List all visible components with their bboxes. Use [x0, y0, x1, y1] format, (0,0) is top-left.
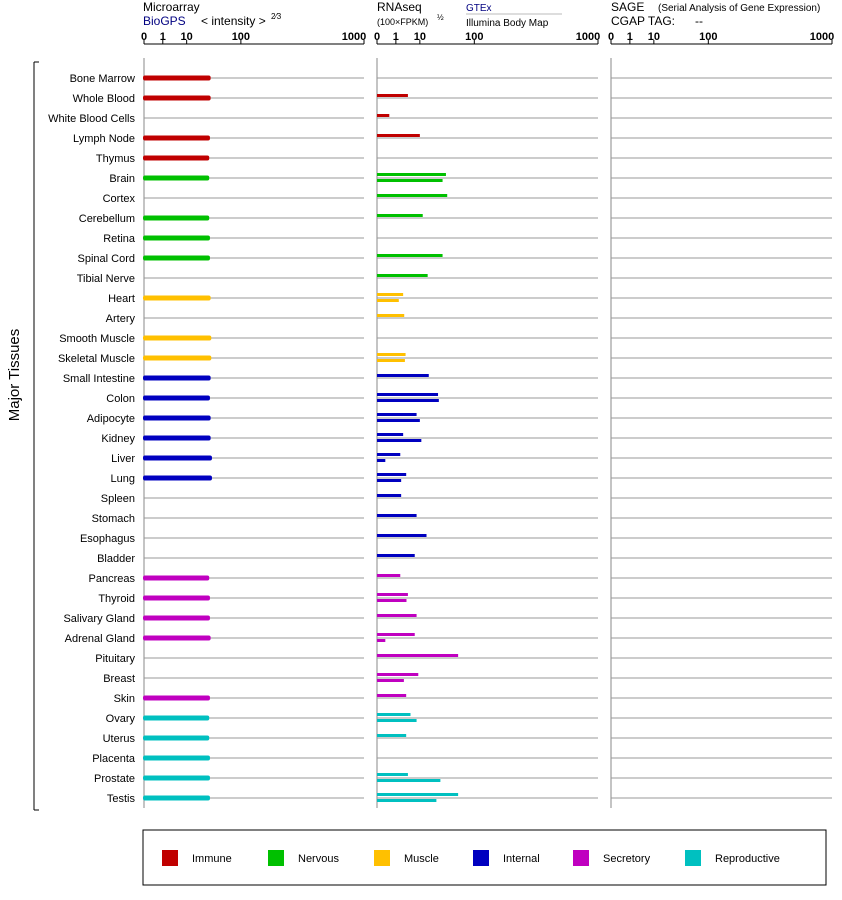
- microarray-scale-label: < intensity >: [201, 14, 266, 28]
- tissue-label: Prostate: [94, 773, 135, 785]
- rnaseq-bar: [377, 639, 385, 642]
- rnaseq-bar: [377, 773, 408, 776]
- microarray-bar: [143, 96, 211, 101]
- sage-tag-value: --: [695, 14, 703, 28]
- sage-tick-label: 100: [699, 31, 718, 43]
- rnaseq-bar: [377, 413, 417, 416]
- tissue-label: Heart: [108, 293, 135, 305]
- microarray-title: Microarray: [143, 0, 200, 14]
- rnaseq-bar: [377, 419, 420, 422]
- rnaseq-bar: [377, 439, 421, 442]
- tissue-label: Pancreas: [88, 573, 135, 585]
- tissue-label: Liver: [111, 453, 135, 465]
- rnaseq-bar: [377, 614, 417, 617]
- rnaseq-bar: [377, 554, 415, 557]
- sage-tick-label: 1: [626, 31, 633, 43]
- expression-bars: [143, 76, 458, 803]
- sage-tag-label: CGAP TAG:: [611, 14, 676, 28]
- rnaseq-title: RNAseq: [377, 0, 422, 14]
- tissue-label: Testis: [106, 793, 135, 805]
- rnaseq-bar: [377, 433, 403, 436]
- rnaseq-bar: [377, 399, 439, 402]
- tissue-label: Salivary Gland: [63, 613, 135, 625]
- microarray-bar: [143, 456, 212, 461]
- rnaseq-bar: [377, 779, 440, 782]
- rnaseq-bar: [377, 654, 458, 657]
- row-gridlines: [144, 78, 832, 798]
- microarray-bar: [143, 436, 211, 441]
- rnaseq-bar: [377, 114, 389, 117]
- tissue-label: Placenta: [92, 753, 135, 765]
- tissue-label: Small Intestine: [62, 373, 135, 385]
- tissue-label: Thymus: [95, 153, 135, 165]
- tissue-label: Adrenal Gland: [64, 633, 135, 645]
- legend-label: Immune: [192, 853, 232, 865]
- microarray-bar: [143, 336, 211, 341]
- rnaseq-bar: [377, 593, 408, 596]
- tissue-label: Colon: [106, 393, 135, 405]
- rnaseq-bar: [377, 574, 400, 577]
- microarray-bar: [143, 176, 209, 181]
- rnaseq-source-bodymap: Illumina Body Map: [466, 18, 549, 29]
- microarray-bar: [143, 236, 210, 241]
- rnaseq-tick-label: 100: [465, 31, 484, 43]
- tissue-label: Thyroid: [98, 593, 135, 605]
- tissue-label: Smooth Muscle: [59, 333, 135, 345]
- rnaseq-bar: [377, 793, 458, 796]
- tissue-label: Stomach: [91, 513, 135, 525]
- microarray-bar: [143, 356, 211, 361]
- rnaseq-bar: [377, 633, 415, 636]
- legend-label: Reproductive: [715, 853, 780, 865]
- tissue-labels: [48, 73, 136, 805]
- legend-label: Nervous: [298, 853, 339, 865]
- legend-swatch: [685, 850, 701, 866]
- microarray-bar: [143, 376, 211, 381]
- microarray-tick-label: 100: [231, 31, 251, 43]
- tissue-label: Skin: [113, 693, 135, 705]
- rnaseq-bar: [377, 459, 385, 462]
- tissue-label: Ovary: [105, 713, 135, 725]
- rnaseq-tick-label: 0: [373, 31, 381, 43]
- rnaseq-bar: [377, 194, 447, 197]
- microarray-bar: [143, 416, 211, 421]
- rnaseq-bar: [377, 599, 406, 602]
- tissue-label: Bone Marrow: [69, 73, 135, 85]
- microarray-bar: [143, 756, 210, 761]
- legend-label: Secretory: [603, 853, 651, 865]
- tissue-label: Adipocyte: [86, 413, 135, 425]
- rnaseq-bar: [377, 719, 417, 722]
- tissue-label: Breast: [103, 673, 135, 685]
- microarray-bar: [143, 396, 210, 401]
- sage-tick-label: 10: [647, 31, 660, 43]
- panel-headers: [143, 0, 820, 29]
- tissue-label: Lymph Node: [73, 133, 135, 145]
- legend-label: Internal: [503, 853, 540, 865]
- microarray-bar: [143, 216, 209, 221]
- tissue-label: Bladder: [97, 553, 135, 565]
- rnaseq-bar: [377, 293, 403, 296]
- rnaseq-bar: [377, 134, 420, 137]
- legend-swatch: [573, 850, 589, 866]
- legend: [143, 830, 826, 885]
- microarray-bar: [143, 616, 210, 621]
- tissue-label: Lung: [110, 473, 135, 485]
- microarray-bar: [143, 76, 211, 81]
- tissue-label: Skeletal Muscle: [57, 353, 135, 365]
- sage-subtitle: (Serial Analysis of Gene Expression): [658, 3, 821, 14]
- tissue-label: Tibial Nerve: [76, 273, 135, 285]
- rnaseq-scale-exponent: ½: [437, 13, 444, 22]
- rnaseq-bar: [377, 274, 428, 277]
- tissue-label: Cortex: [102, 193, 135, 205]
- rnaseq-scale-label: (100×FPKM): [377, 17, 429, 27]
- tissue-label: Artery: [105, 313, 135, 325]
- microarray-tick-label: 10: [180, 31, 193, 43]
- rnaseq-tick-label: 1000: [575, 31, 601, 43]
- rnaseq-bar: [377, 494, 401, 497]
- rnaseq-bar: [377, 214, 423, 217]
- rnaseq-bar: [377, 393, 438, 396]
- sage-tick-label: 0: [607, 31, 615, 43]
- microarray-bar: [143, 136, 210, 141]
- rnaseq-bar: [377, 514, 417, 517]
- microarray-tick-label: 1: [159, 31, 166, 43]
- rnaseq-bar: [377, 799, 436, 802]
- sage-tick-label: 1000: [809, 31, 835, 43]
- microarray-bar: [143, 716, 209, 721]
- microarray-bar: [143, 296, 211, 301]
- microarray-source: BioGPS: [143, 14, 186, 28]
- tissue-label: Uterus: [102, 733, 135, 745]
- panel-axes: [141, 31, 834, 808]
- legend-swatch: [162, 850, 178, 866]
- rnaseq-bar: [377, 359, 405, 362]
- tissue-label: Pituitary: [95, 653, 135, 665]
- rnaseq-bar: [377, 534, 427, 537]
- tissue-label: Esophagus: [79, 533, 135, 545]
- rnaseq-bar: [377, 179, 443, 182]
- tissue-label: Kidney: [101, 433, 135, 445]
- tissue-label: Spinal Cord: [77, 253, 135, 265]
- tissue-label: Retina: [103, 233, 135, 245]
- microarray-bar: [143, 796, 210, 801]
- rnaseq-bar: [377, 479, 401, 482]
- tissue-label: Cerebellum: [78, 213, 135, 225]
- sage-title: SAGE: [611, 0, 645, 14]
- tissue-label: White Blood Cells: [48, 113, 135, 125]
- rnaseq-bar: [377, 734, 406, 737]
- microarray-tick-label: 1000: [341, 31, 367, 43]
- microarray-bar: [143, 576, 209, 581]
- legend-label: Muscle: [404, 853, 439, 865]
- rnaseq-bar: [377, 673, 418, 676]
- legend-swatch: [374, 850, 390, 866]
- microarray-tick-label: 0: [140, 31, 148, 43]
- tissue-group-bracket: [6, 62, 39, 810]
- rnaseq-bar: [377, 453, 400, 456]
- tissue-label: Whole Blood: [72, 93, 135, 105]
- microarray-bar: [143, 156, 209, 161]
- tissue-label: Brain: [109, 173, 135, 185]
- microarray-bar: [143, 736, 209, 741]
- microarray-bar: [143, 776, 210, 781]
- rnaseq-bar: [377, 679, 404, 682]
- rnaseq-bar: [377, 353, 406, 356]
- rnaseq-bar: [377, 299, 399, 302]
- rnaseq-tick-label: 1: [392, 31, 399, 43]
- microarray-bar: [143, 696, 210, 701]
- rnaseq-bar: [377, 173, 446, 176]
- microarray-bar: [143, 596, 210, 601]
- y-axis-label: Major Tissues: [6, 328, 23, 422]
- legend-swatch: [268, 850, 284, 866]
- rnaseq-tick-label: 10: [413, 31, 426, 43]
- microarray-bar: [143, 476, 212, 481]
- microarray-scale-exponent: 2⁄3: [271, 12, 282, 21]
- microarray-bar: [143, 636, 211, 641]
- rnaseq-bar: [377, 94, 408, 97]
- tissue-label: Spleen: [100, 493, 135, 505]
- rnaseq-bar: [377, 694, 406, 697]
- rnaseq-bar: [377, 713, 410, 716]
- rnaseq-source-gtex: GTEx: [466, 3, 492, 14]
- rnaseq-bar: [377, 374, 429, 377]
- rnaseq-bar: [377, 314, 404, 317]
- legend-swatch: [473, 850, 489, 866]
- microarray-bar: [143, 256, 210, 261]
- rnaseq-bar: [377, 473, 406, 476]
- rnaseq-bar: [377, 254, 443, 257]
